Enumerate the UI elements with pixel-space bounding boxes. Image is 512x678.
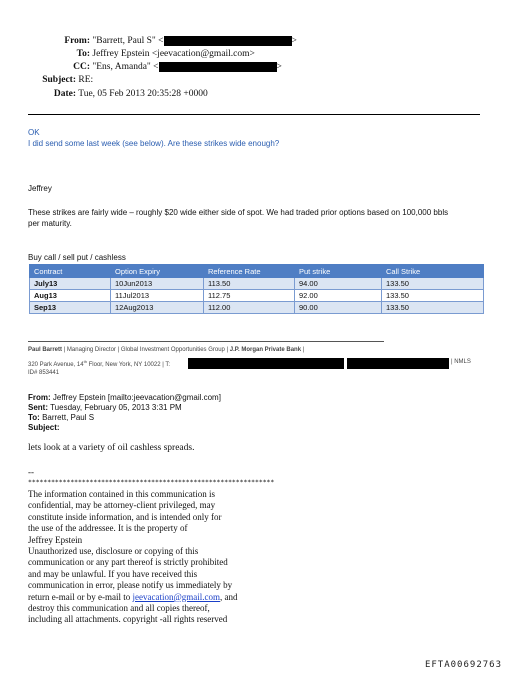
reply-line-2: I did send some last week (see below). Are these strikes wide enough? xyxy=(28,139,280,148)
header-divider xyxy=(28,114,480,115)
subject-value: RE: xyxy=(78,75,94,85)
redaction-box xyxy=(159,62,277,72)
table-cell: 113.50 xyxy=(204,278,295,290)
table-cell: 112.75 xyxy=(204,290,295,302)
cc-end: > xyxy=(276,62,282,73)
disclaimer-line: the use of the addressee. It is the property of xyxy=(28,523,188,534)
table-cell: 12Aug2013 xyxy=(111,302,204,314)
table-row xyxy=(30,278,484,290)
col-header-reference-rate: Reference Rate xyxy=(204,265,295,278)
col-header-put-strike: Put strike xyxy=(295,265,382,278)
to-value: Jeffrey Epstein <jeevacation@gmail.com> xyxy=(92,49,255,59)
from-end: > xyxy=(291,36,297,47)
disclaimer-line-post: , and xyxy=(219,591,238,602)
col-header-option-expiry: Option Expiry xyxy=(111,265,204,278)
table-cell: 90.00 xyxy=(295,302,382,314)
greeting: Jeffrey xyxy=(28,184,52,193)
cc-value: "Ens, Amanda" < xyxy=(92,62,159,73)
original-to-value: Barrett, Paul S xyxy=(39,413,95,422)
table-cell: 92.00 xyxy=(295,290,382,302)
table-cell: Sep13 xyxy=(30,302,111,314)
disclaimer-line: Unauthorized use, disclosure or copying of this xyxy=(28,546,199,557)
header-cc xyxy=(28,62,282,72)
redaction-box xyxy=(347,358,449,369)
from-label: From: xyxy=(64,36,90,47)
table-header-row xyxy=(30,265,484,278)
table-cell: 133.50 xyxy=(382,290,484,302)
signature-id: ID# 853441 xyxy=(28,370,60,376)
date-label: Date: xyxy=(53,89,76,99)
disclaimer-stars: **************************************************************** xyxy=(28,478,275,486)
table-cell: 133.50 xyxy=(382,302,484,314)
disclaimer-line: Jeffrey Epstein xyxy=(28,534,83,545)
disclaimer-line: destroy this communication and all copies thereof, xyxy=(28,603,210,614)
original-sent xyxy=(28,403,221,413)
signature-nmls: | NMLS xyxy=(451,359,471,365)
signature-address-sup: th xyxy=(83,359,87,364)
original-subject xyxy=(28,423,221,433)
disclaimer-line-pre: return e-mail or by e-mail to xyxy=(28,591,133,602)
col-header-call-strike: Call Strike xyxy=(382,265,484,278)
signature-company-end: | xyxy=(301,347,305,353)
original-message-header xyxy=(28,393,221,433)
original-to-label: To: xyxy=(28,413,40,422)
disclaimer-line: communication or any part thereof is strictly prohibited xyxy=(28,557,228,568)
original-sent-label: Sent: xyxy=(28,403,48,412)
table-cell: July13 xyxy=(30,278,111,290)
header-from xyxy=(28,36,297,46)
table-row xyxy=(30,302,484,314)
disclaimer-line: communication in error, please notify us immediately by xyxy=(28,580,233,591)
original-subject-label: Subject: xyxy=(28,423,60,432)
table-cell: 10Jun2013 xyxy=(111,278,204,290)
from-value: "Barrett, Paul S" < xyxy=(92,36,164,47)
redaction-box xyxy=(164,36,292,46)
disclaimer-line xyxy=(28,592,237,603)
original-body: lets look at a variety of oil cashless spreads. xyxy=(28,443,195,453)
table-cell: Aug13 xyxy=(30,290,111,302)
date-value: Tue, 05 Feb 2013 20:35:28 +0000 xyxy=(78,89,208,99)
header-date xyxy=(28,89,208,99)
table-caption: Buy call / sell put / cashless xyxy=(28,253,126,262)
signature-divider xyxy=(28,341,384,342)
original-from xyxy=(28,393,221,403)
subject-label: Subject: xyxy=(42,75,76,85)
table-cell: 94.00 xyxy=(295,278,382,290)
disclaimer-text xyxy=(28,489,237,626)
signature-company: J.P. Morgan Private Bank xyxy=(229,347,302,353)
disclaimer-line: constitute inside information, and is intended only for xyxy=(28,511,222,522)
document-id: EFTA00692763 xyxy=(424,660,502,670)
email-link[interactable]: jeevacation@gmail.com xyxy=(132,591,220,602)
signature-title-line xyxy=(28,347,304,353)
to-label: To: xyxy=(76,49,90,59)
original-from-value: Jeffrey Epstein [mailto:jeevacation@gmail.com] xyxy=(50,393,221,402)
disclaimer-line: The information contained in this communication is xyxy=(28,489,215,499)
message-para-line-1: These strikes are fairly wide – roughly $20 wide either side of spot. We had traded prior options based on 100,000 bbls xyxy=(28,208,449,217)
disclaimer-line: confidential, may be attorney-client privileged, may xyxy=(28,500,216,511)
signature-address-line xyxy=(28,359,170,368)
signature-title: | Managing Director | Global Investment Opportunities Group | xyxy=(62,347,230,353)
col-header-contract: Contract xyxy=(30,265,111,278)
disclaimer-dashes: -- xyxy=(28,467,34,477)
original-from-label: From: xyxy=(28,393,51,402)
signature-address: 320 Park Avenue, 14 xyxy=(28,362,84,368)
table-cell: 11Jul2013 xyxy=(111,290,204,302)
cc-label: CC: xyxy=(73,62,90,73)
table-row xyxy=(30,290,484,302)
original-sent-value: Tuesday, February 05, 2013 3:31 PM xyxy=(48,403,182,412)
original-to xyxy=(28,413,221,423)
disclaimer-line: and may be unlawful. If you have received this xyxy=(28,568,198,579)
table-cell: 133.50 xyxy=(382,278,484,290)
header-subject xyxy=(28,75,93,85)
disclaimer-line: including all attachments. copyright -all rights reserved xyxy=(28,614,228,625)
reply-line-1: OK xyxy=(28,128,40,137)
table-cell: 112.00 xyxy=(204,302,295,314)
signature-address-rest: Floor, New York, NY 10022 | T: xyxy=(86,362,171,368)
message-para-line-2: per maturity. xyxy=(28,219,72,228)
redaction-box xyxy=(188,358,344,369)
strikes-table xyxy=(29,264,484,314)
signature-name: Paul Barrett xyxy=(28,347,63,353)
header-to xyxy=(28,49,255,59)
